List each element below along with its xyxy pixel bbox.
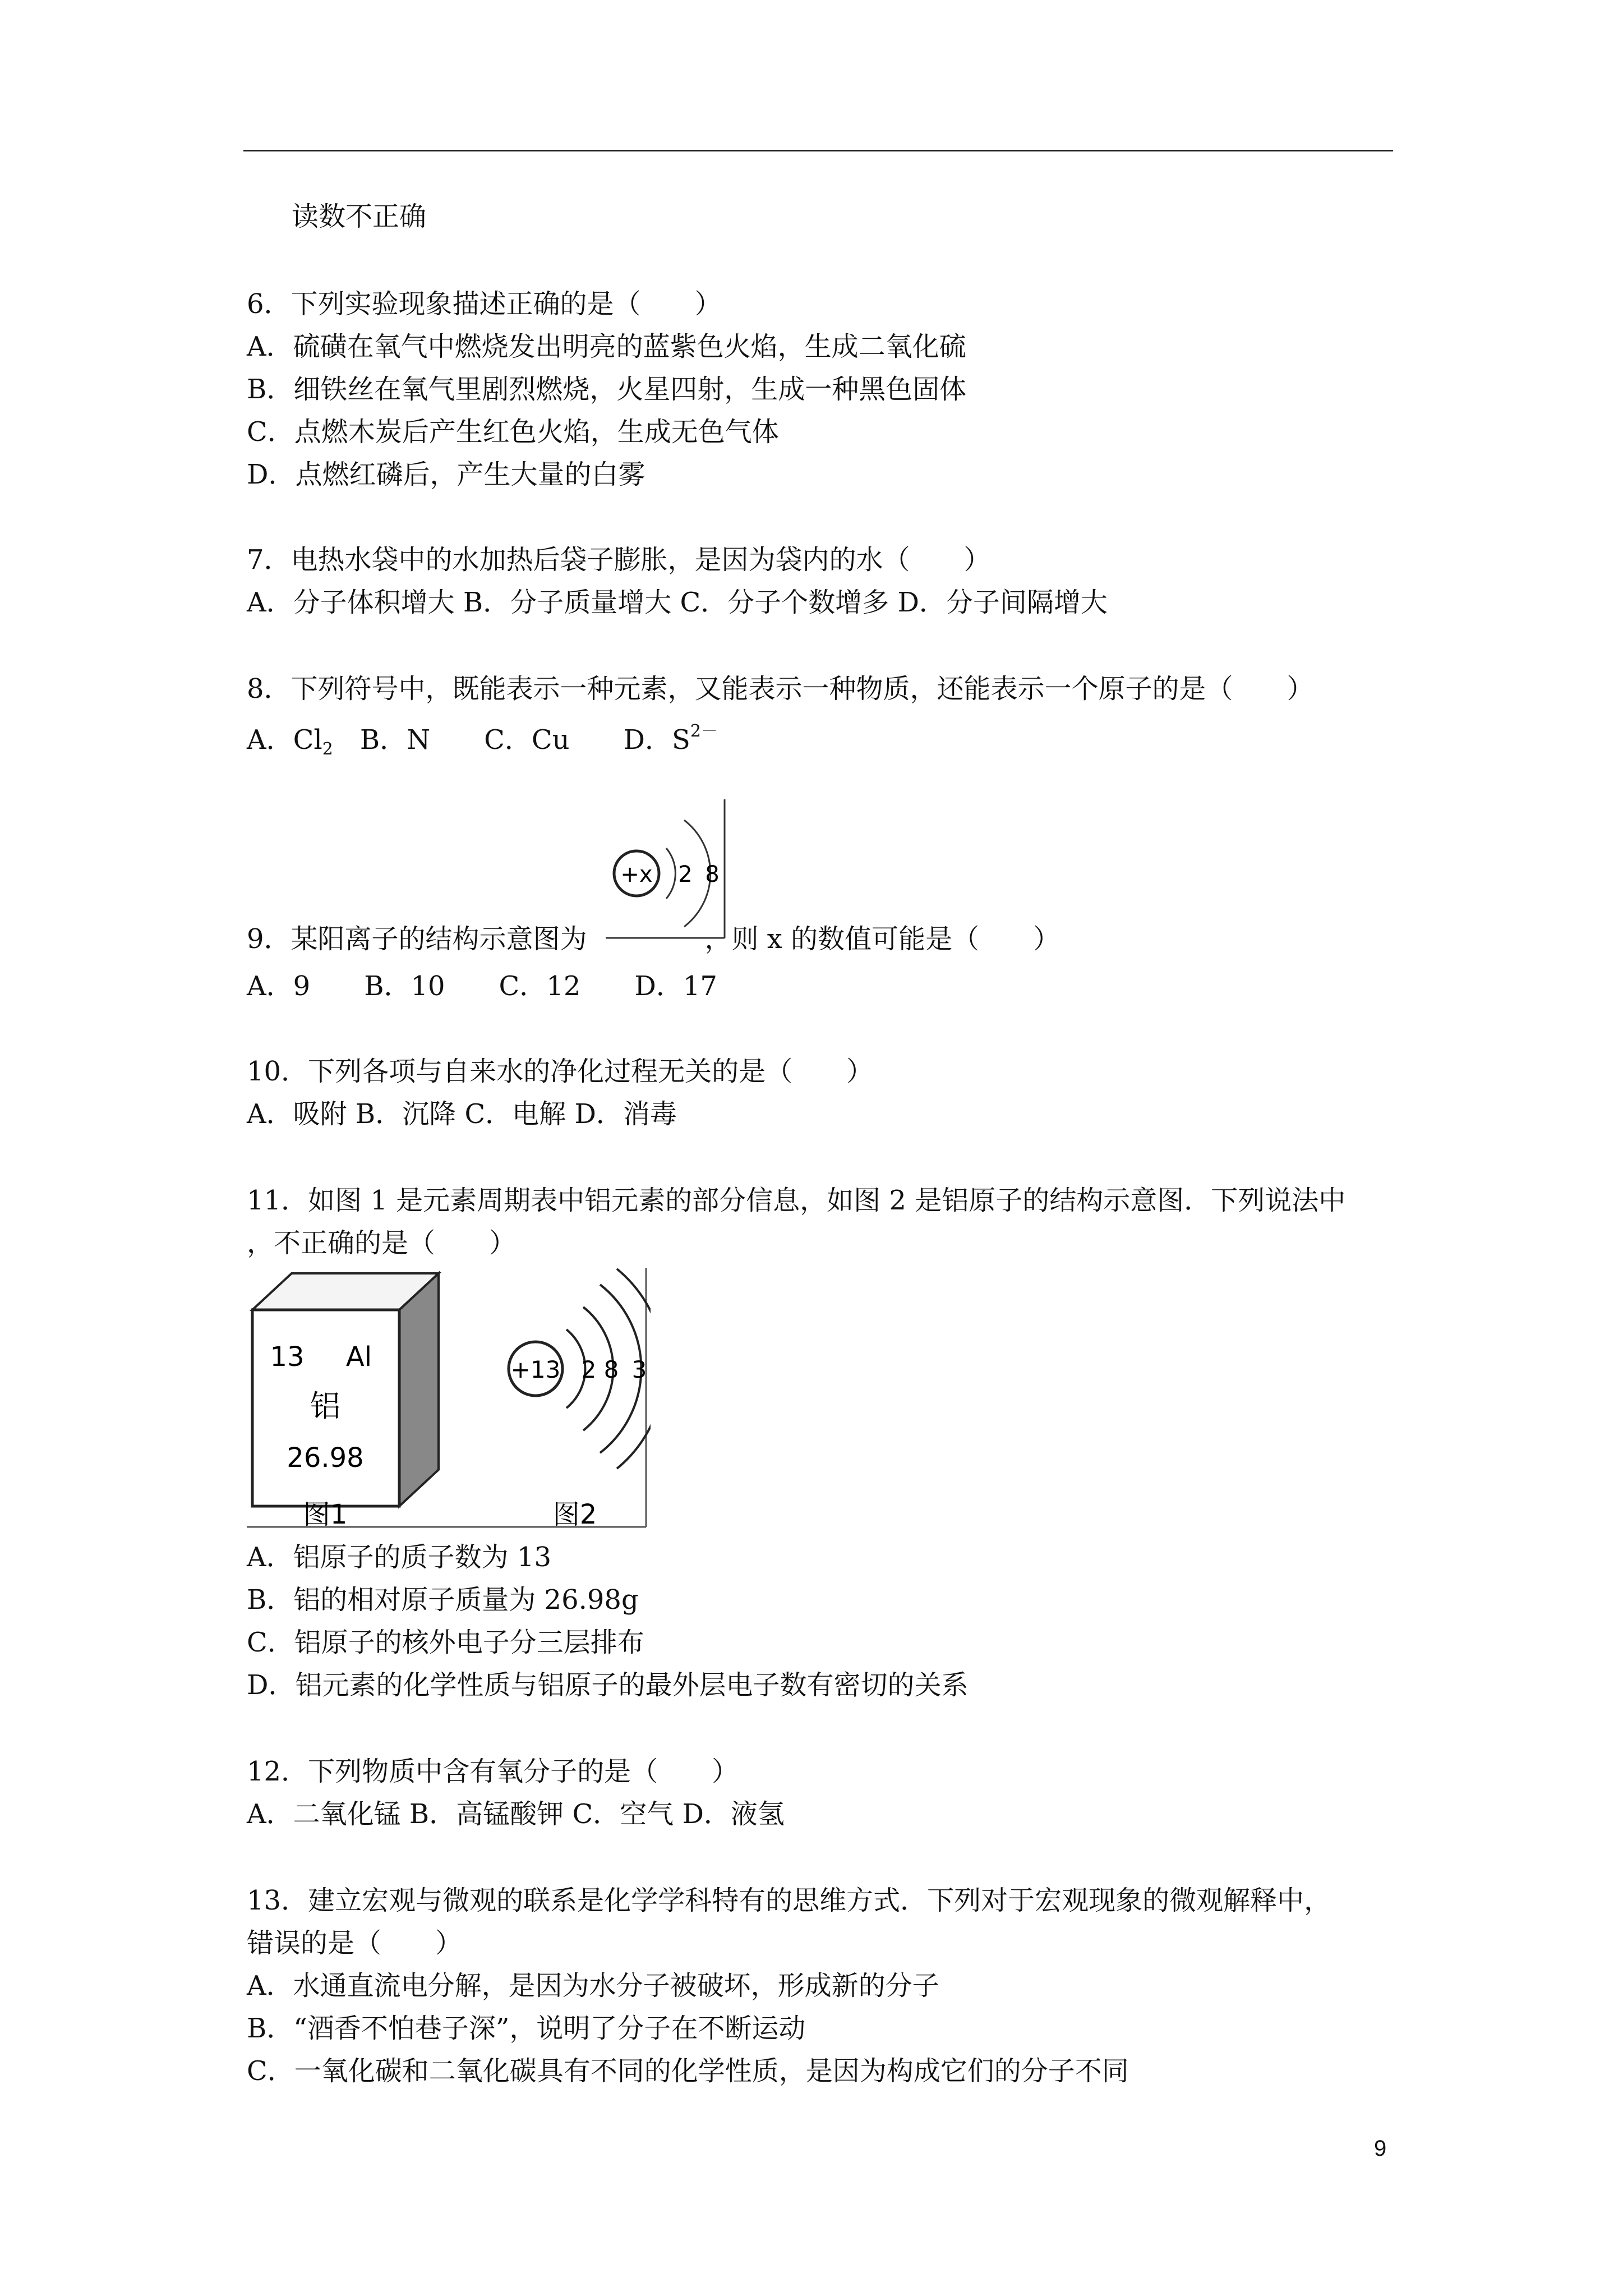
options-7: A．分子体积增大 B．分子质量增大 C．分子个数增多 D．分子间隔增大 (247, 587, 1108, 618)
question-13-line2: 错误的是（ ） (247, 1927, 463, 1959)
options-8: A．$Cl_2$ B．N C．Cu D．$S^{2-}$ (247, 721, 718, 759)
option-13c: C．一氧化碳和二氧化碳具有不同的化学性质，是因为构成它们的分子不同 (247, 2055, 1129, 2087)
subscript: 2 (322, 739, 333, 759)
al-shell-2-count: 8 (603, 1356, 619, 1383)
option-11c: C．铝原子的核外电子分三层排布 (247, 1627, 644, 1658)
electron-shell-1 (666, 848, 675, 899)
options-9: A．9 B．10 C．12 D．17 (247, 970, 717, 1002)
option-11b: B．铝的相对原子质量为 26.98g (247, 1584, 639, 1616)
options-12: A．二氧化锰 B．高锰酸钾 C．空气 D．液氢 (247, 1798, 785, 1830)
question-8: 8．下列符号中，既能表示一种元素，又能表示一种物质，还能表示一个原子的是（ ） (247, 673, 1314, 705)
header-rule (243, 150, 1393, 151)
option-11d: D．铝元素的化学性质与铝原子的最外层电子数有密切的关系 (247, 1669, 969, 1701)
option-13b: B．“酒香不怕巷子深”，说明了分子在不断运动 (247, 2013, 806, 2044)
option-11a: A．铝原子的质子数为 13 (247, 1542, 552, 1573)
question-11-line2: ，不正确的是（ ） (247, 1227, 517, 1259)
option-6a: A．硫磺在氧气中燃烧发出明亮的蓝紫色火焰，生成二氧化硫 (247, 331, 966, 362)
shell-2-count: 8 (705, 862, 720, 887)
aluminum-figure (247, 1268, 651, 1531)
options-10: A．吸附 B．沉降 C．电解 D．消毒 (247, 1098, 677, 1130)
al-nucleus-charge: +13 (510, 1356, 561, 1383)
box-side (399, 1273, 439, 1506)
question-12: 12．下列物质中含有氧分子的是（ ） (247, 1756, 739, 1787)
superscript: 2－ (690, 721, 718, 741)
text-line: 读数不正确 (292, 201, 427, 232)
caption-fig1: 图1 (303, 1499, 348, 1530)
al-shell-1-count: 2 (581, 1356, 597, 1383)
ion-structure-diagram (606, 797, 729, 942)
question-7: 7．电热水袋中的水加热后袋子膨胀，是因为袋内的水（ ） (247, 544, 991, 576)
atomic-number: 13 (270, 1341, 305, 1373)
al-shell-3-count: 3 (631, 1356, 647, 1383)
option-6c: C．点燃木炭后产生红色火焰，生成无色气体 (247, 416, 779, 448)
question-11-line1: 11．如图 1 是元素周期表中铝元素的部分信息，如图 2 是铝原子的结构示意图．下列说法中 (247, 1185, 1346, 1216)
element-name: 铝 (310, 1388, 340, 1424)
page-number: 9 (1374, 2136, 1387, 2161)
question-6: 6．下列实验现象描述正确的是（ ） (247, 288, 722, 320)
nucleus-charge: +x (620, 862, 653, 887)
caption-fig2: 图2 (552, 1499, 597, 1530)
question-9: 9．某阳离子的结构示意图为 ，则 x 的数值可能是（ ） (247, 923, 1061, 955)
option-6d: D．点燃红磷后，产生大量的白雾 (247, 459, 645, 490)
element-symbol: Al (345, 1341, 372, 1373)
question-13-line1: 13．建立宏观与微观的联系是化学学科特有的思维方式．下列对于宏观现象的微观解释中， (247, 1885, 1331, 1916)
question-10: 10．下列各项与自来水的净化过程无关的是（ ） (247, 1056, 874, 1087)
atomic-mass: 26.98 (287, 1442, 364, 1474)
option-13a: A．水通直流电分解，是因为水分子被破坏，形成新的分子 (247, 1970, 939, 2001)
option-6b: B．细铁丝在氧气里剧烈燃烧，火星四射，生成一种黑色固体 (247, 374, 967, 405)
shell-1-count: 2 (678, 862, 693, 887)
